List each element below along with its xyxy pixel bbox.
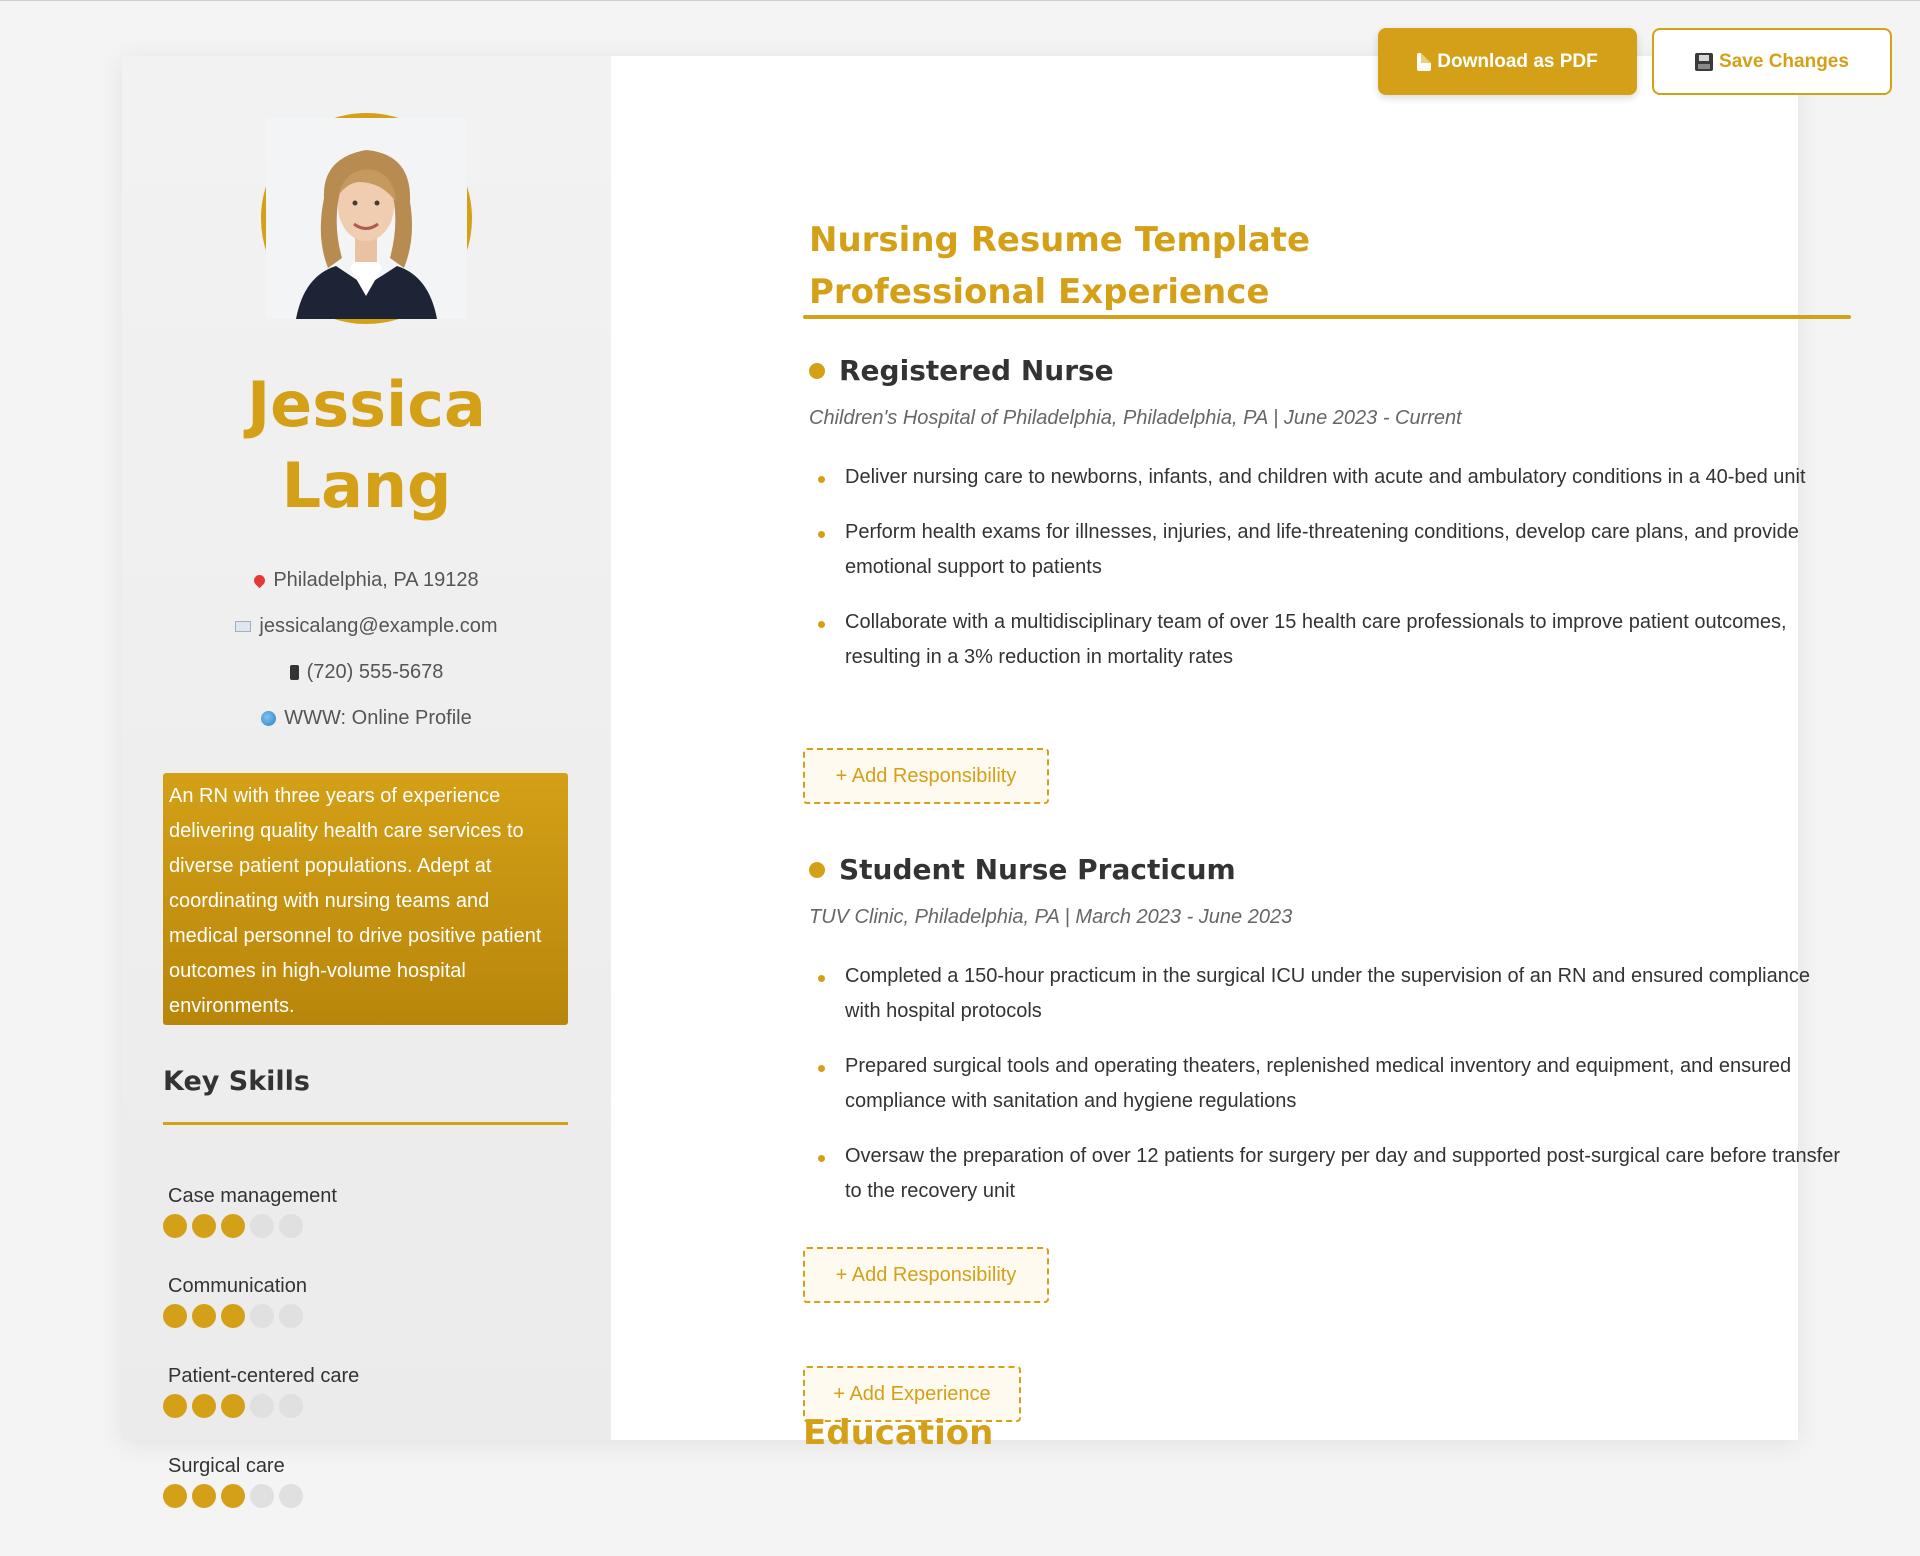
skill-rating[interactable]	[163, 1394, 303, 1418]
job-title[interactable]: Registered Nurse	[809, 354, 1114, 388]
rating-dot-filled[interactable]	[192, 1394, 216, 1418]
contact-website-text: WWW: Online Profile	[284, 706, 472, 729]
job-title[interactable]: Student Nurse Practicum	[809, 853, 1236, 887]
window-top-border	[0, 0, 1920, 1]
rating-dot-filled[interactable]	[192, 1484, 216, 1508]
experience-heading: Professional Experience	[809, 272, 1270, 312]
rating-dot-filled[interactable]	[221, 1214, 245, 1238]
title-divider	[803, 315, 1851, 319]
document-icon	[1417, 53, 1431, 71]
rating-dot-filled[interactable]	[163, 1484, 187, 1508]
rating-dot-empty[interactable]	[279, 1304, 303, 1328]
skills-heading: Key Skills	[163, 1066, 310, 1097]
skill-item[interactable]	[163, 1365, 568, 1466]
rating-dot-filled[interactable]	[221, 1304, 245, 1328]
job-meta[interactable]: Children's Hospital of Philadelphia, Philadelphia, PA | June 2023 - Current	[809, 407, 1462, 429]
email-icon	[235, 621, 251, 632]
rating-dot-empty[interactable]	[250, 1484, 274, 1508]
education-heading: Education	[803, 1413, 994, 1453]
add-experience-button[interactable]: + Add Experience	[803, 1366, 1021, 1422]
contact-location-text: Philadelphia, PA 19128	[273, 568, 479, 591]
skill-label: Case management	[168, 1185, 337, 1207]
first-name[interactable]: Jessica	[247, 368, 486, 441]
rating-dot-empty[interactable]	[250, 1214, 274, 1238]
add-responsibility-button[interactable]: + Add Responsibility	[803, 748, 1049, 804]
skill-item[interactable]	[163, 1185, 568, 1286]
rating-dot-filled[interactable]	[163, 1214, 187, 1238]
profile-photo[interactable]	[261, 113, 472, 324]
skill-label: Communication	[168, 1275, 307, 1297]
responsibility-item[interactable]: Completed a 150-hour practicum in the surgical ICU under the supervision of an RN and ensured compliance with hospital protocols	[809, 959, 1849, 1029]
phone-icon	[290, 665, 299, 680]
contact-email-text: jessicalang@example.com	[259, 614, 498, 637]
candidate-name[interactable]	[122, 364, 611, 526]
rating-dot-filled[interactable]	[192, 1214, 216, 1238]
profile-summary[interactable]: An RN with three years of experience delivering quality health care services to diverse patient populations. Adept at coordinating with nursing teams and medical personnel to drive positive patient outcomes in high-volume hospital environments.	[163, 773, 568, 1025]
rating-dot-empty[interactable]	[279, 1214, 303, 1238]
pin-icon	[252, 572, 268, 588]
template-title: Nursing Resume Template	[809, 220, 1311, 260]
section-title[interactable]	[809, 214, 1310, 318]
rating-dot-filled[interactable]	[221, 1394, 245, 1418]
rating-dot-filled[interactable]	[192, 1304, 216, 1328]
skills-divider	[163, 1122, 568, 1125]
save-changes-label: Save Changes	[1719, 50, 1849, 72]
contact-phone-text: (720) 555-5678	[306, 660, 444, 683]
save-changes-button[interactable]	[1652, 28, 1892, 95]
contact-list	[122, 557, 611, 741]
responsibility-list	[809, 959, 1849, 1229]
contact-phone[interactable]	[122, 649, 611, 695]
contact-location[interactable]	[122, 557, 611, 603]
skill-rating[interactable]	[163, 1214, 303, 1238]
download-pdf-label: Download as PDF	[1437, 50, 1598, 72]
floppy-disk-icon	[1695, 53, 1713, 71]
job-meta[interactable]: TUV Clinic, Philadelphia, PA | March 2023 - June 2023	[809, 906, 1293, 928]
rating-dot-empty[interactable]	[279, 1394, 303, 1418]
responsibility-item[interactable]: Perform health exams for illnesses, injuries, and life-threatening conditions, develop care plans, and provide emotional support to patients	[809, 515, 1849, 585]
rating-dot-filled[interactable]	[163, 1394, 187, 1418]
add-responsibility-button[interactable]: + Add Responsibility	[803, 1247, 1049, 1303]
rating-dot-filled[interactable]	[221, 1484, 245, 1508]
last-name[interactable]: Lang	[281, 449, 452, 522]
rating-dot-filled[interactable]	[163, 1304, 187, 1328]
contact-website[interactable]	[122, 695, 611, 741]
responsibility-item[interactable]: Deliver nursing care to newborns, infants, and children with acute and ambulatory conditions in a 40-bed unit	[809, 460, 1849, 495]
responsibility-list	[809, 460, 1849, 695]
resume-sidebar	[122, 56, 611, 1477]
skill-label: Surgical care	[168, 1455, 285, 1477]
responsibility-item[interactable]: Oversaw the preparation of over 12 patients for surgery per day and supported post-surgical care before transfer to the recovery unit	[809, 1139, 1849, 1209]
skill-item[interactable]	[163, 1275, 568, 1376]
globe-icon	[261, 711, 276, 726]
download-pdf-button[interactable]	[1378, 28, 1637, 95]
skill-rating[interactable]	[163, 1484, 303, 1508]
rating-dot-empty[interactable]	[250, 1304, 274, 1328]
contact-email[interactable]	[122, 603, 611, 649]
responsibility-item[interactable]: Collaborate with a multidisciplinary team of over 15 health care professionals to improve patient outcomes, resulting in a 3% reduction in mortality rates	[809, 605, 1849, 675]
responsibility-item[interactable]: Prepared surgical tools and operating theaters, replenished medical inventory and equipment, and ensured compliance with sanitation and hygiene regulations	[809, 1049, 1849, 1119]
portrait-image	[266, 118, 467, 319]
skill-label: Patient-centered care	[168, 1365, 360, 1387]
rating-dot-empty[interactable]	[250, 1394, 274, 1418]
skill-item[interactable]	[163, 1455, 568, 1556]
skill-rating[interactable]	[163, 1304, 303, 1328]
rating-dot-empty[interactable]	[279, 1484, 303, 1508]
skills-list	[163, 1185, 568, 1556]
